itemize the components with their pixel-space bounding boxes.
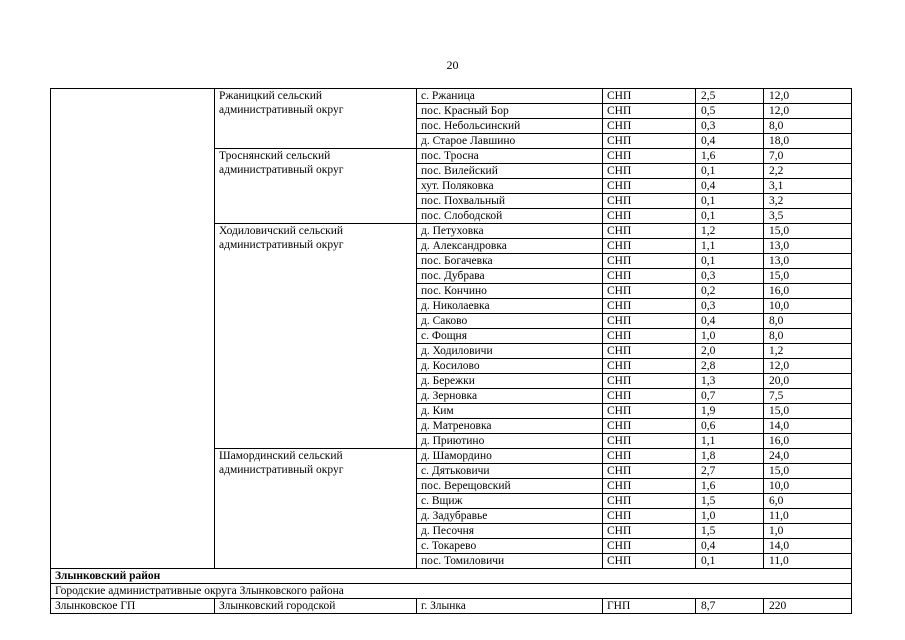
settlement-name: пос. Томиловичи <box>417 554 603 569</box>
settlement-type: СНП <box>603 344 696 359</box>
settlement-type: СНП <box>603 299 696 314</box>
settlement-distance: 10,0 <box>764 299 852 314</box>
settlement-distance: 15,0 <box>764 404 852 419</box>
settlement-distance: 220 <box>764 599 852 614</box>
settlement-area: 8,7 <box>696 599 764 614</box>
settlement-area: 1,0 <box>696 329 764 344</box>
settlement-distance: 8,0 <box>764 119 852 134</box>
settlement-type: СНП <box>603 419 696 434</box>
settlement-area: 0,4 <box>696 539 764 554</box>
settlement-distance: 16,0 <box>764 434 852 449</box>
settlement-distance: 1,2 <box>764 344 852 359</box>
settlement-name: с. Дятьковичи <box>417 464 603 479</box>
settlement-name: д. Николаевка <box>417 299 603 314</box>
settlement-type: СНП <box>603 119 696 134</box>
table-row <box>51 89 852 104</box>
settlement-name: д. Задубравье <box>417 509 603 524</box>
settlement-distance: 7,0 <box>764 149 852 164</box>
settlement-distance: 3,1 <box>764 179 852 194</box>
settlement-type: СНП <box>603 224 696 239</box>
settlement-type: СНП <box>603 359 696 374</box>
settlement-distance: 15,0 <box>764 269 852 284</box>
settlement-distance: 2,2 <box>764 164 852 179</box>
settlement-name: с. Ржаница <box>417 89 603 104</box>
settlement-name: пос. Небольсинский <box>417 119 603 134</box>
district-blank-cell <box>51 89 215 569</box>
settlement-distance: 13,0 <box>764 254 852 269</box>
settlement-distance: 15,0 <box>764 224 852 239</box>
settlement-type: СНП <box>603 104 696 119</box>
settlement-type: СНП <box>603 329 696 344</box>
settlement-area: 1,6 <box>696 149 764 164</box>
settlement-distance: 1,0 <box>764 524 852 539</box>
settlement-name: д. Косилово <box>417 359 603 374</box>
settlement-type: СНП <box>603 239 696 254</box>
settlement-area: 1,0 <box>696 509 764 524</box>
settlement-type: СНП <box>603 494 696 509</box>
settlement-name: пос. Красный Бор <box>417 104 603 119</box>
settlement-area: 0,4 <box>696 134 764 149</box>
settlement-distance: 20,0 <box>764 374 852 389</box>
settlement-distance: 11,0 <box>764 554 852 569</box>
settlement-type: ГНП <box>603 599 696 614</box>
settlement-name: с. Фощня <box>417 329 603 344</box>
settlement-distance: 13,0 <box>764 239 852 254</box>
settlement-area: 0,4 <box>696 314 764 329</box>
settlement-distance: 14,0 <box>764 539 852 554</box>
settlement-name: пос. Верещовский <box>417 479 603 494</box>
settlement-name: пос. Кончино <box>417 284 603 299</box>
settlement-distance: 10,0 <box>764 479 852 494</box>
settlement-distance: 24,0 <box>764 449 852 464</box>
settlement-area: 1,5 <box>696 524 764 539</box>
settlement-area: 0,1 <box>696 209 764 224</box>
settlement-area: 0,3 <box>696 269 764 284</box>
settlement-type: СНП <box>603 209 696 224</box>
settlement-name: пос. Тросна <box>417 149 603 164</box>
settlement-type: СНП <box>603 254 696 269</box>
settlement-distance: 15,0 <box>764 464 852 479</box>
region-title: Злынковский район <box>51 569 852 584</box>
settlement-area: 1,1 <box>696 239 764 254</box>
settlement-area: 0,5 <box>696 104 764 119</box>
table-row <box>51 599 852 614</box>
settlement-type: СНП <box>603 269 696 284</box>
settlement-type: СНП <box>603 134 696 149</box>
settlement-type: СНП <box>603 554 696 569</box>
settlement-type: СНП <box>603 164 696 179</box>
settlement-distance: 8,0 <box>764 314 852 329</box>
settlement-area: 2,8 <box>696 359 764 374</box>
settlement-type: СНП <box>603 509 696 524</box>
settlement-area: 0,1 <box>696 194 764 209</box>
settlement-area: 1,5 <box>696 494 764 509</box>
settlement-area: 1,9 <box>696 404 764 419</box>
settlement-type: СНП <box>603 89 696 104</box>
settlement-name: д. Александровка <box>417 239 603 254</box>
settlement-type: СНП <box>603 434 696 449</box>
settlement-type: СНП <box>603 194 696 209</box>
settlement-distance: 3,2 <box>764 194 852 209</box>
settlement-type: СНП <box>603 464 696 479</box>
settlement-type: СНП <box>603 314 696 329</box>
settlement-district: Злынковское ГП <box>51 599 215 614</box>
settlement-distance: 11,0 <box>764 509 852 524</box>
settlements-table <box>50 88 852 614</box>
region-subtitle: Городские административные округа Злынковского района <box>51 584 852 599</box>
settlement-name: д. Саково <box>417 314 603 329</box>
settlement-area: 0,3 <box>696 299 764 314</box>
settlement-area: 0,2 <box>696 284 764 299</box>
settlement-distance: 3,5 <box>764 209 852 224</box>
settlement-name: д. Бережки <box>417 374 603 389</box>
settlement-area: 0,3 <box>696 119 764 134</box>
settlement-name: д. Петуховка <box>417 224 603 239</box>
settlement-distance: 8,0 <box>764 329 852 344</box>
settlement-area: 0,6 <box>696 419 764 434</box>
settlement-name: д. Ким <box>417 404 603 419</box>
settlement-name: д. Песочня <box>417 524 603 539</box>
settlement-distance: 18,0 <box>764 134 852 149</box>
settlement-name: д. Ходиловичи <box>417 344 603 359</box>
settlement-name: с. Токарево <box>417 539 603 554</box>
settlement-area: 1,8 <box>696 449 764 464</box>
settlement-distance: 7,5 <box>764 389 852 404</box>
okrug-name: Ржаницкий сельский административный округ <box>215 89 417 149</box>
settlement-type: СНП <box>603 179 696 194</box>
settlement-name: пос. Похвальный <box>417 194 603 209</box>
settlement-type: СНП <box>603 539 696 554</box>
settlement-distance: 16,0 <box>764 284 852 299</box>
settlement-name: д. Шамордино <box>417 449 603 464</box>
settlement-type: СНП <box>603 284 696 299</box>
settlement-area: 1,6 <box>696 479 764 494</box>
settlement-type: СНП <box>603 449 696 464</box>
okrug-name: Злынковский городской <box>215 599 417 614</box>
settlement-distance: 14,0 <box>764 419 852 434</box>
settlement-area: 0,1 <box>696 254 764 269</box>
region-title-row <box>51 569 852 584</box>
settlement-area: 2,7 <box>696 464 764 479</box>
settlement-distance: 6,0 <box>764 494 852 509</box>
settlement-name: хут. Поляковка <box>417 179 603 194</box>
settlement-area: 1,3 <box>696 374 764 389</box>
settlement-type: СНП <box>603 374 696 389</box>
settlement-name: пос. Слободской <box>417 209 603 224</box>
settlement-area: 0,1 <box>696 554 764 569</box>
settlement-area: 1,2 <box>696 224 764 239</box>
settlement-area: 1,1 <box>696 434 764 449</box>
settlement-type: СНП <box>603 389 696 404</box>
settlement-name: пос. Богачевка <box>417 254 603 269</box>
settlement-area: 0,1 <box>696 164 764 179</box>
settlement-area: 0,4 <box>696 179 764 194</box>
page-number: 20 <box>446 58 459 72</box>
settlement-name: д. Приютино <box>417 434 603 449</box>
settlement-name: д. Зерновка <box>417 389 603 404</box>
settlements-table-body <box>51 89 852 614</box>
settlement-area: 2,5 <box>696 89 764 104</box>
okrug-name: Шамординский сельский административный округ <box>215 449 417 569</box>
settlement-name: г. Злынка <box>417 599 603 614</box>
settlement-name: пос. Вилейский <box>417 164 603 179</box>
settlement-distance: 12,0 <box>764 359 852 374</box>
settlement-name: с. Вщиж <box>417 494 603 509</box>
settlement-type: СНП <box>603 404 696 419</box>
settlement-area: 0,7 <box>696 389 764 404</box>
settlement-distance: 12,0 <box>764 89 852 104</box>
settlement-area: 2,0 <box>696 344 764 359</box>
settlement-name: пос. Дубрава <box>417 269 603 284</box>
settlement-type: СНП <box>603 479 696 494</box>
region-subtitle-row <box>51 584 852 599</box>
settlement-distance: 12,0 <box>764 104 852 119</box>
settlement-type: СНП <box>603 524 696 539</box>
settlement-name: д. Матреновка <box>417 419 603 434</box>
settlement-type: СНП <box>603 149 696 164</box>
okrug-name: Троснянский сельский административный округ <box>215 149 417 224</box>
settlement-name: д. Старое Лавшино <box>417 134 603 149</box>
okrug-name: Ходиловичский сельский административный округ <box>215 224 417 449</box>
